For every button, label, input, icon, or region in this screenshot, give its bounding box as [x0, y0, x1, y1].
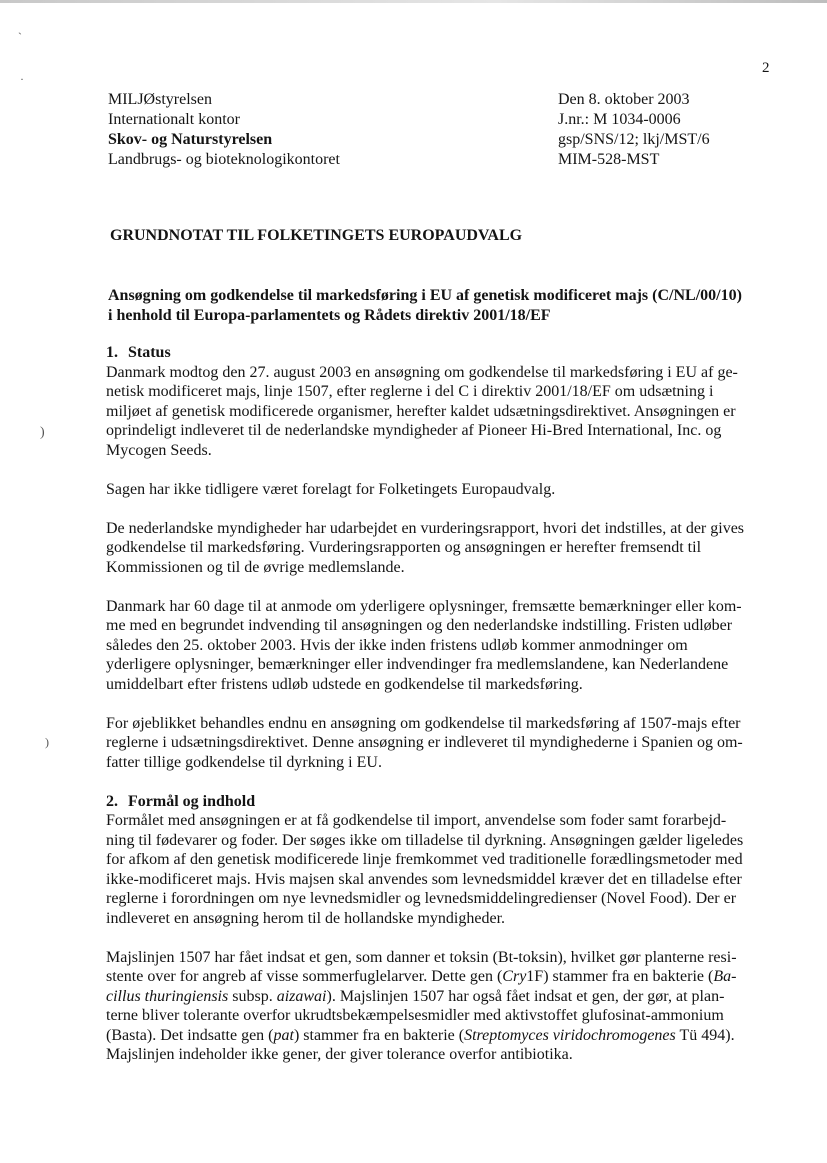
paragraph: De nederlandske myndigheder har udarbejdet en vurderingsrapport, hvori det indstilles, at der gives godkendelse til markedsføring. Vurderingsrapporten og ansøgningen er herefter fremsendt til Kommissionen og til de øvrige medlemslande.	[106, 519, 745, 576]
scan-speck: ·	[20, 72, 24, 86]
subject-line: i henhold til Europa-parlamentets og Rådets direktiv 2001/18/EF	[108, 307, 551, 324]
document-body	[106, 343, 771, 1065]
sender-line: MILJØstyrelsen	[108, 91, 212, 108]
scan-speck: `	[18, 30, 22, 44]
page-number: 2	[762, 60, 770, 76]
section-heading: 1. Status	[106, 344, 171, 361]
scan-edge	[0, 0, 827, 3]
reference-code: gsp/SNS/12; lkj/MST/6	[558, 131, 710, 148]
date-line: Den 8. oktober 2003	[558, 91, 690, 108]
subject-line: Ansøgning om godkendelse til markedsføring i EU af genetisk modificeret majs (C/NL/00/10)	[108, 287, 742, 304]
subject-heading	[108, 286, 788, 326]
sender-line: Landbrugs- og bioteknologikontoret	[108, 151, 340, 168]
sender-line: Internationalt kontor	[108, 111, 240, 128]
paragraph: Formålet med ansøgningen er at få godkendelse til import, anvendelse som foder samt forarbejd- ning til fødevarer og foder. Der søges ikke om tilladelse til dyrkning. Ansøgningen gælder ligeledes for afkom af den genetisk modificerede linje fremkommet ved traditionelle forædlingsmetoder med ikke-modificeret majs. Hvis majsen skal anvendes som levnedsmiddel kræver det en tilladelse efter reglerne i forordningen om nye levnedsmidler og levnedsmiddelingredienser (Novel Food). Der er indleveret en ansøgning herom til de hollandske myndigheder.	[106, 812, 744, 927]
sender-line: Skov- og Naturstyrelsen	[108, 131, 273, 148]
paragraph: Danmark har 60 dage til at anmode om yderligere oplysninger, fremsætte bemærkninger eller kom- me med en begrundet indvending til ansøgningen og den nederlandske indstilling. Fristen udløber således den 25. oktober 2003. Hvis der ikke inden fristens udløb kommer anmodninger om yderligere oplysninger, bemærkninger eller indvendinger fra medlemslandene, kan Nederlandene umiddelbart efter fristens udløb udstede en godkendelse til markedsføring.	[106, 597, 742, 693]
reference-block	[558, 90, 798, 170]
sender-block	[108, 90, 508, 170]
journal-number: J.nr.: M 1034-0006	[558, 111, 681, 128]
reference-code: MIM-528-MST	[558, 151, 660, 168]
paragraph: For øjeblikket behandles endnu en ansøgning om godkendelse til markedsføring af 1507-majs efter reglerne i udsætningsdirektivet. Denne ansøgning er indleveret til myndighederne i Spanien og om- fatter tillige godkendelse til dyrkning i EU.	[106, 714, 743, 771]
paragraph: Danmark modtog den 27. august 2003 en ansøgning om godkendelse til markedsføring i EU af ge- netisk modificeret majs, linje 1507, efter reglerne i del C i direktiv 2001/18/EF om udsætning i miljøet af genetisk modificerede organismer, herefter kaldet udsætningsdirektivet. Ansøgningen er oprindeligt indleveret til de nederlandske myndigheder af Pioneer Hi-Bred International, Inc. og Mycogen Seeds.	[106, 363, 738, 459]
scan-speck: )	[45, 735, 49, 749]
document-title: GRUNDNOTAT TIL FOLKETINGETS EUROPAUDVALG	[110, 227, 523, 244]
scan-speck: )	[40, 425, 45, 440]
paragraph: Sagen har ikke tidligere været forelagt for Folketingets Europaudvalg.	[106, 480, 556, 498]
paragraph: Majslinjen 1507 har fået indsat et gen, som danner et toksin (Bt-toksin), hvilket gør planterne resi- stente over for angreb af visse sommerfuglelarver. Dette gen (Cry1F) stammer fra en bakterie (Ba- cillus thuringiensis subsp. aizawai). Majslinjen 1507 har også fået indsat et gen, der gør, at plan- terne bliver tolerante overfor ukrudtsbekæmpelsesmidler med aktivstoffet glufosinat-ammonium (Basta). Det indsatte gen (pat) stammer fra en bakterie (Streptomyces viridochromogenes Tü 494). Majslinjen indeholder ikke gener, der giver tolerance overfor antibiotika.	[106, 948, 737, 1063]
section-heading: 2. Formål og indhold	[106, 792, 256, 810]
